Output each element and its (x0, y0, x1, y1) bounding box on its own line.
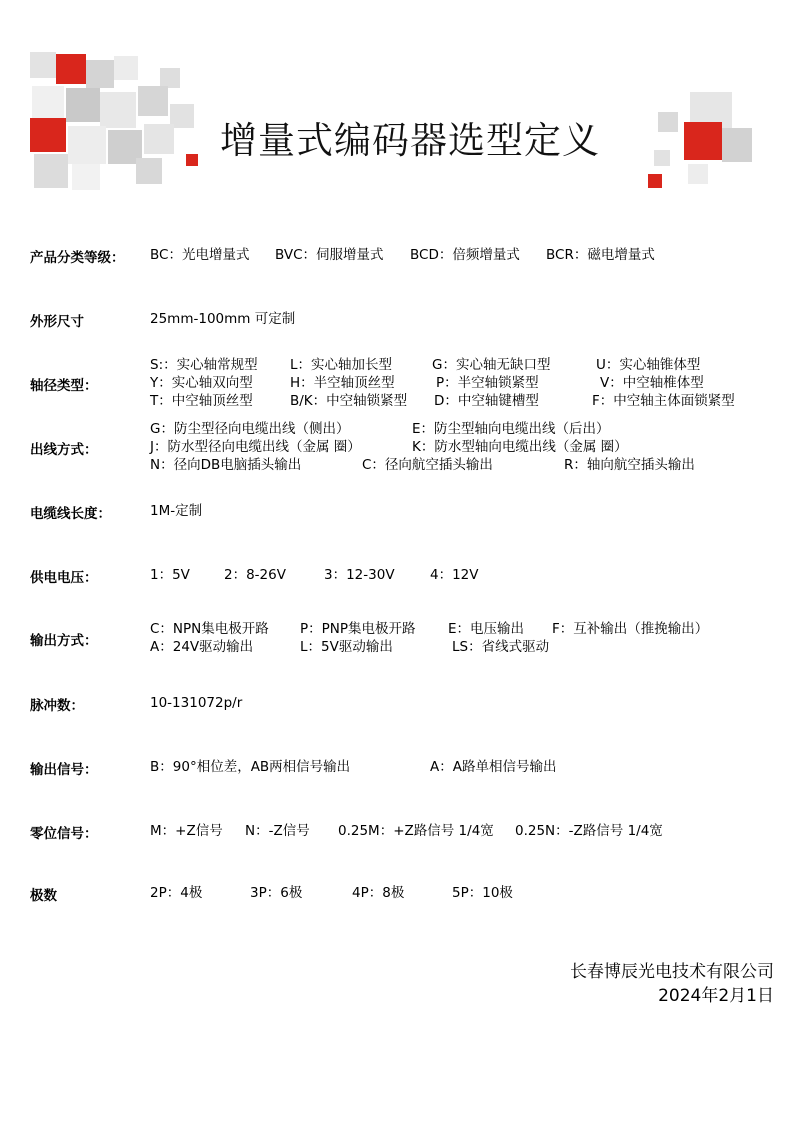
spec-option: P：PNP集电极开路 (300, 621, 416, 637)
spec-option: T：中空轴顶丝型 (150, 393, 253, 409)
page-title: 增量式编码器选型定义 (220, 119, 600, 162)
spec-option: 5P：10极 (452, 885, 513, 901)
spec-label: 输出信号： (30, 762, 98, 778)
spec-option: U：实心轴锥体型 (596, 357, 701, 373)
spec-label: 外形尺寸 (30, 314, 84, 330)
spec-option: S:：实心轴常规型 (150, 357, 258, 373)
spec-label: 产品分类等级： (30, 250, 125, 266)
spec-option: C：径向航空插头输出 (362, 457, 493, 473)
spec-option: 3：12-30V (324, 567, 395, 583)
spec-option: BC：光电增量式 (150, 247, 250, 263)
spec-label: 输出方式： (30, 633, 98, 649)
spec-option: A：A路单相信号输出 (430, 759, 557, 775)
spec-label: 轴径类型： (30, 378, 98, 394)
spec-option: M：+Z信号 (150, 823, 223, 839)
spec-option: 25mm-100mm 可定制 (150, 311, 296, 327)
spec-option: BCD：倍频增量式 (410, 247, 520, 263)
spec-option: D：中空轴键槽型 (434, 393, 539, 409)
spec-option: A：24V驱动输出 (150, 639, 254, 655)
spec-option: 4：12V (430, 567, 479, 583)
spec-option: H：半空轴顶丝型 (290, 375, 395, 391)
spec-option: F：中空轴主体面锁紧型 (592, 393, 735, 409)
spec-label: 极数 (30, 888, 57, 904)
spec-option: K：防水型轴向电缆出线（金属 圈） (412, 439, 628, 455)
spec-option: P：半空轴锁紧型 (436, 375, 539, 391)
spec-option: BVC：伺服增量式 (275, 247, 384, 263)
spec-option: C：NPN集电极开路 (150, 621, 269, 637)
spec-option: N：径向DB电脑插头输出 (150, 457, 302, 473)
spec-option: L：5V驱动输出 (300, 639, 393, 655)
spec-option: N：-Z信号 (245, 823, 310, 839)
spec-option: 1M-定制 (150, 503, 203, 519)
spec-option: BCR：磁电增量式 (546, 247, 655, 263)
spec-option: R：轴向航空插头输出 (564, 457, 695, 473)
spec-option: 1：5V (150, 567, 190, 583)
spec-option: E：防尘型轴向电缆出线（后出） (412, 421, 610, 437)
spec-option: 2：8-26V (224, 567, 286, 583)
spec-option: J：防水型径向电缆出线（金属 圈） (150, 439, 361, 455)
spec-label: 脉冲数： (30, 698, 84, 714)
spec-option: 4P：8极 (352, 885, 405, 901)
footer (570, 960, 774, 1008)
spec-option: B：90°相位差，AB两相信号输出 (150, 759, 351, 775)
spec-option: E：电压输出 (448, 621, 525, 637)
spec-option: 2P：4极 (150, 885, 203, 901)
spec-label: 电缆线长度： (30, 506, 111, 522)
spec-option: G：防尘型径向电缆出线（侧出） (150, 421, 350, 437)
spec-option: F：互补输出（推挽输出） (552, 621, 709, 637)
spec-label: 供电电压： (30, 570, 98, 586)
spec-option: L：实心轴加长型 (290, 357, 393, 373)
spec-label: 出线方式： (30, 442, 98, 458)
spec-option: 0.25N：-Z路信号 1/4宽 (515, 823, 663, 839)
spec-option: G：实心轴无缺口型 (432, 357, 551, 373)
document-date: 2024年2月1日 (658, 986, 774, 1006)
spec-option: B/K：中空轴锁紧型 (290, 393, 408, 409)
spec-option: Y：实心轴双向型 (150, 375, 253, 391)
spec-option: 0.25M：+Z路信号 1/4宽 (338, 823, 494, 839)
spec-label: 零位信号： (30, 826, 98, 842)
spec-option: LS：省线式驱动 (452, 639, 550, 655)
spec-option: 10-131072p/r (150, 695, 243, 711)
company-name: 长春博辰光电技术有限公司 (570, 962, 774, 982)
spec-option: 3P：6极 (250, 885, 303, 901)
spec-option: V：中空轴椎体型 (600, 375, 704, 391)
